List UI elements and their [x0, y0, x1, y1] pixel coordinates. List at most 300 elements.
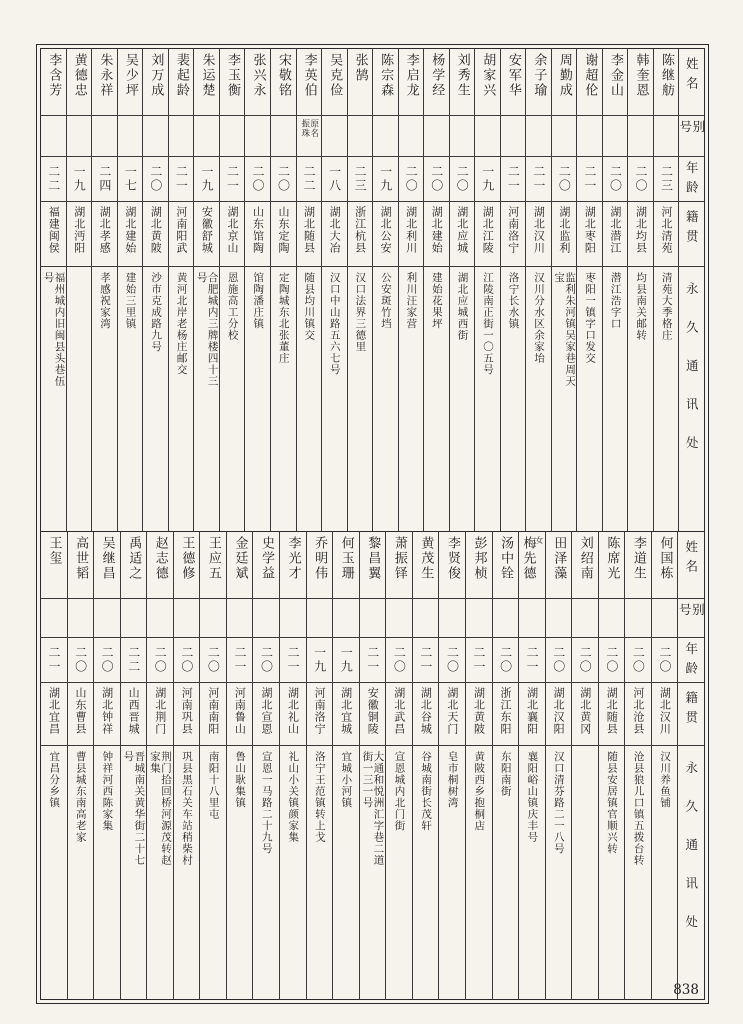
address-cell	[194, 267, 219, 531]
person-age: 二〇	[179, 646, 194, 674]
person-age: 二一	[525, 646, 540, 674]
name-cell	[174, 532, 200, 599]
alias-cell	[577, 116, 602, 157]
person-native-place: 湖北孝感	[98, 206, 112, 254]
native-place-cell	[92, 202, 117, 267]
native-place-cell	[475, 202, 500, 267]
alias-cell	[546, 599, 572, 638]
entry-column	[146, 532, 173, 999]
native-place-cell	[143, 202, 168, 267]
person-name: 韩奎恩	[633, 53, 649, 98]
person-name: 赵志德	[152, 536, 168, 581]
person-address: 汉口法界三德里	[354, 272, 367, 353]
header-native-label: 籍贯	[683, 691, 699, 730]
entry-column	[438, 532, 465, 999]
person-name: 胡家兴	[480, 53, 496, 98]
name-cell	[271, 49, 296, 116]
address-cell	[466, 746, 492, 999]
name-cell	[147, 532, 173, 599]
person-age: 二〇	[604, 646, 619, 674]
age-cell	[92, 157, 117, 202]
address-cell	[654, 267, 679, 531]
alias-cell	[41, 599, 67, 638]
alias-cell	[118, 116, 143, 157]
native-place-cell	[94, 683, 120, 746]
age-cell	[245, 157, 270, 202]
person-native-place: 湖北黄陂	[472, 687, 486, 735]
alias-cell	[519, 599, 545, 638]
native-place-cell	[280, 683, 306, 746]
person-age: 二〇	[429, 165, 444, 193]
person-address: 洛宁王范镇转上戈	[313, 751, 326, 843]
header-column	[678, 49, 704, 531]
address-cell	[147, 746, 173, 999]
name-cell	[546, 532, 572, 599]
entry-column	[412, 532, 439, 999]
native-place-cell	[118, 202, 143, 267]
alias-cell	[68, 599, 94, 638]
person-native-place: 湖北谷城	[419, 687, 433, 735]
address-cell	[373, 267, 398, 531]
person-address: 晋城南关黄华街二十七号	[122, 751, 146, 866]
entry-column	[624, 532, 651, 999]
address-cell	[307, 746, 333, 999]
header-address-cell	[678, 746, 704, 999]
name-cell	[654, 49, 679, 116]
person-age: 二〇	[445, 646, 460, 674]
name-cell	[599, 532, 625, 599]
native-place-cell	[424, 202, 449, 267]
name-cell	[424, 49, 449, 116]
person-native-place: 河南阳武	[174, 206, 188, 254]
address-cell	[68, 746, 94, 999]
name-cell	[297, 49, 322, 116]
age-cell	[147, 638, 173, 683]
person-age: 一八	[327, 165, 342, 193]
age-cell	[333, 638, 359, 683]
alias-cell	[625, 599, 651, 638]
age-cell	[501, 157, 526, 202]
header-age-label: 年龄	[683, 642, 699, 681]
person-address: 黄陂西乡抱桐店	[473, 751, 486, 832]
person-name: 史学益	[259, 536, 275, 581]
person-age: 一九	[378, 165, 393, 193]
person-name: 陈继舫	[659, 53, 675, 98]
name-cell	[348, 49, 373, 116]
name-cell	[413, 532, 439, 599]
person-age: 二〇	[251, 165, 265, 193]
native-place-cell	[245, 202, 270, 267]
alias-cell	[280, 599, 306, 638]
entry-column	[518, 532, 545, 999]
native-place-cell	[493, 683, 519, 746]
entry-column	[545, 532, 572, 999]
person-name: 吴继昌	[99, 536, 115, 581]
name-cell	[519, 532, 545, 599]
person-address: 公安斑竹垱	[379, 272, 392, 330]
entry-column	[651, 532, 678, 999]
person-native-place: 河南洛宁	[313, 687, 327, 735]
directory-section-top	[41, 49, 704, 531]
age-cell	[526, 157, 551, 202]
name-cell	[360, 532, 386, 599]
native-place-cell	[147, 683, 173, 746]
entry-column	[93, 532, 120, 999]
person-age: 二一	[472, 646, 487, 674]
header-alias-label: 别号	[677, 603, 706, 623]
person-name: 乔明伟	[312, 536, 328, 581]
alias-cell	[628, 116, 653, 157]
age-cell	[546, 638, 572, 683]
native-place-cell	[194, 202, 219, 267]
person-native-place: 安徽舒城	[200, 206, 214, 254]
person-age: 二二	[46, 165, 61, 193]
person-name: 黄德忠	[71, 53, 87, 98]
name-cell	[194, 49, 219, 116]
address-cell	[41, 746, 67, 999]
person-age: 二一	[47, 646, 62, 674]
native-place-cell	[174, 683, 200, 746]
native-place-cell	[399, 202, 424, 267]
person-address: 黄河北岸老杨庄邮交	[175, 272, 188, 376]
name-cell	[92, 49, 117, 116]
entry-column	[41, 532, 67, 999]
alias-cell	[200, 599, 226, 638]
person-age: 一九	[480, 165, 495, 193]
name-cell	[333, 532, 359, 599]
person-age: 二一	[582, 165, 597, 193]
address-cell	[450, 267, 475, 531]
person-age: 一七	[123, 165, 138, 193]
person-age: 二三	[353, 165, 368, 193]
alias-cell	[413, 599, 439, 638]
person-name: 王应五	[205, 536, 221, 581]
native-place-cell	[577, 202, 602, 267]
person-native-place: 湖北礼山	[286, 687, 300, 735]
name-cell	[526, 49, 551, 116]
address-cell	[169, 267, 194, 531]
entry-column	[168, 49, 194, 531]
person-age: 二〇	[498, 646, 513, 674]
person-age: 二〇	[578, 646, 593, 674]
person-name: 黄茂生	[418, 536, 434, 581]
person-address: 潜江浩字口	[609, 272, 622, 330]
person-address: 荆门拾回桥河源茂转赵家集	[148, 751, 172, 866]
person-address: 皂市桐树湾	[446, 751, 459, 809]
person-native-place: 湖北公安	[379, 206, 393, 254]
person-age: 二一	[225, 165, 240, 193]
entry-column	[120, 532, 147, 999]
person-name: 何玉珊	[338, 536, 354, 581]
alias-cell	[552, 116, 577, 157]
person-age: 二一	[418, 646, 433, 674]
address-cell	[386, 746, 412, 999]
address-cell	[94, 746, 120, 999]
person-native-place: 浙江杭县	[353, 206, 367, 254]
name-cell	[245, 49, 270, 116]
address-cell	[200, 746, 226, 999]
person-address: 汉川分水区余家坮	[533, 272, 546, 364]
person-age: 二四	[97, 165, 112, 193]
person-age: 一九	[339, 646, 354, 674]
person-name: 李道生	[630, 536, 646, 581]
person-address: 合肥城内三牌楼四十三号	[195, 272, 219, 387]
header-age-cell	[679, 157, 704, 202]
name-cell	[41, 532, 67, 599]
age-cell	[41, 638, 67, 683]
header-column	[677, 532, 704, 999]
header-alias-label: 别号	[677, 120, 706, 140]
age-cell	[174, 638, 200, 683]
person-address: 谷城南街长茂轩	[420, 751, 433, 832]
entry-column	[598, 532, 625, 999]
header-name-cell	[679, 49, 704, 116]
alias-cell	[652, 599, 678, 638]
name-cell	[118, 49, 143, 116]
person-native-place: 河南南阳	[206, 687, 220, 735]
native-place-cell	[439, 683, 465, 746]
person-address: 清苑大季格庄	[660, 272, 673, 341]
person-native-place: 湖北应城	[455, 206, 469, 254]
person-name: 田泽藻	[551, 536, 567, 581]
alias-cell	[493, 599, 519, 638]
person-age: 二〇	[404, 165, 419, 193]
alias-cell	[194, 116, 219, 157]
header-name-label: 姓名	[683, 540, 699, 579]
entry-column	[66, 49, 92, 531]
person-native-place: 湖北京山	[225, 206, 239, 254]
address-cell	[519, 746, 545, 999]
address-cell	[625, 746, 651, 999]
alias-cell	[220, 116, 245, 157]
age-cell	[220, 157, 245, 202]
name-cell	[466, 532, 492, 599]
person-native-place: 湖北汉川	[658, 687, 672, 735]
entry-column	[492, 532, 519, 999]
person-name: 安军华	[505, 53, 521, 98]
person-native-place: 湖北建始	[430, 206, 444, 254]
person-name: 李金山	[607, 53, 623, 98]
entry-column	[359, 532, 386, 999]
person-age: 二〇	[557, 165, 572, 193]
person-name: 杨学经	[429, 53, 445, 98]
native-place-cell	[625, 683, 651, 746]
person-native-place: 湖北汉阳	[552, 687, 566, 735]
address-cell	[280, 746, 306, 999]
address-cell	[174, 746, 200, 999]
person-native-place: 湖北大冶	[328, 206, 342, 254]
person-address: 宣恩城内北门街	[393, 751, 406, 832]
address-cell	[67, 267, 92, 531]
person-address: 江陵南正街一〇五号	[481, 272, 494, 376]
alias-cell	[94, 599, 120, 638]
person-name: 李含芳	[46, 53, 62, 98]
age-cell	[603, 157, 628, 202]
entry-column	[385, 532, 412, 999]
age-cell	[307, 638, 333, 683]
age-cell	[227, 638, 253, 683]
alias-cell	[399, 116, 424, 157]
age-cell	[253, 638, 279, 683]
header-alias-cell	[679, 116, 704, 157]
address-cell	[121, 746, 147, 999]
name-cell	[572, 532, 598, 599]
person-age: 二〇	[455, 165, 470, 193]
header-name-cell	[678, 532, 704, 599]
address-cell	[271, 267, 296, 531]
person-name: 朱运楚	[199, 53, 215, 98]
name-cell	[94, 532, 120, 599]
name-cell	[307, 532, 333, 599]
age-cell	[280, 638, 306, 683]
age-cell	[424, 157, 449, 202]
person-address: 鲁山耿集镇	[234, 751, 247, 809]
address-cell	[333, 746, 359, 999]
person-address: 恩施高工分校	[226, 272, 239, 341]
person-age: 二〇	[633, 165, 648, 193]
native-place-cell	[253, 683, 279, 746]
person-native-place: 湖北随县	[302, 206, 316, 254]
native-place-cell	[373, 202, 398, 267]
alias-cell	[360, 599, 386, 638]
address-cell	[41, 267, 66, 531]
native-place-cell	[572, 683, 598, 746]
address-cell	[245, 267, 270, 531]
entry-column	[423, 49, 449, 531]
person-name: 彭邦桢	[471, 536, 487, 581]
name-cell	[322, 49, 347, 116]
person-native-place: 河北清苑	[659, 206, 673, 254]
person-alias: 原名振珠	[299, 119, 319, 138]
person-address: 汉口清芬路二一八号	[552, 751, 565, 855]
entry-column	[525, 49, 551, 531]
entry-column	[270, 49, 296, 531]
native-place-cell	[466, 683, 492, 746]
person-native-place: 河南巩县	[180, 687, 194, 735]
alias-cell	[439, 599, 465, 638]
address-cell	[577, 267, 602, 531]
person-name: 李启龙	[403, 53, 419, 98]
native-place-cell	[413, 683, 439, 746]
person-age: 二一	[286, 646, 301, 674]
alias-cell	[121, 599, 147, 638]
person-age: 二一	[174, 165, 189, 193]
alias-cell	[386, 599, 412, 638]
address-cell	[322, 267, 347, 531]
native-place-cell	[169, 202, 194, 267]
address-cell	[439, 746, 465, 999]
address-cell	[599, 746, 625, 999]
name-cell	[68, 532, 94, 599]
alias-cell	[572, 599, 598, 638]
alias-cell	[245, 116, 270, 157]
person-address: 孝感祝家湾	[99, 272, 112, 330]
address-cell	[297, 267, 322, 531]
person-age: 二三	[659, 165, 674, 193]
person-address: 襄阳峪山镇庆丰号	[526, 751, 539, 843]
age-cell	[297, 157, 322, 202]
address-cell	[399, 267, 424, 531]
alias-cell	[599, 599, 625, 638]
header-alias-cell	[678, 599, 704, 638]
name-cell	[501, 49, 526, 116]
person-name: 陈宗森	[378, 53, 394, 98]
entry-column	[465, 532, 492, 999]
person-age: 二〇	[148, 165, 163, 193]
alias-cell	[227, 599, 253, 638]
age-cell	[625, 638, 651, 683]
age-cell	[200, 638, 226, 683]
person-name: 刘万成	[148, 53, 164, 98]
person-address: 利川汪家营	[405, 272, 418, 330]
header-native-label: 籍贯	[684, 210, 700, 249]
person-native-place: 湖北宜昌	[47, 687, 61, 735]
alias-cell	[253, 599, 279, 638]
age-cell	[94, 638, 120, 683]
person-age: 一九	[72, 165, 87, 193]
person-address: 大通和悦洲汇字巷二道街一三一号	[361, 751, 385, 866]
entry-column	[321, 49, 347, 531]
native-place-cell	[546, 683, 572, 746]
age-cell	[143, 157, 168, 202]
person-address: 汉川养鱼铺	[659, 751, 672, 809]
age-cell	[572, 638, 598, 683]
person-age: 二一	[506, 165, 521, 193]
entry-column	[576, 49, 602, 531]
entry-column	[474, 49, 500, 531]
entry-column	[279, 532, 306, 999]
person-age: 二〇	[73, 646, 88, 674]
person-age: 二〇	[608, 165, 623, 193]
entry-column	[627, 49, 653, 531]
entry-column	[398, 49, 424, 531]
age-cell	[628, 157, 653, 202]
person-age: 二〇	[392, 646, 407, 674]
person-native-place: 福建闽侯	[47, 206, 61, 254]
person-native-place: 山西晋城	[127, 687, 141, 735]
alias-cell	[333, 599, 359, 638]
person-name: 禹适之	[126, 536, 142, 581]
address-cell	[546, 746, 572, 999]
person-address: 枣阳一镇字口发交	[584, 272, 597, 364]
age-cell	[322, 157, 347, 202]
age-cell	[194, 157, 219, 202]
address-cell	[475, 267, 500, 531]
entry-column	[41, 49, 66, 531]
name-cell	[628, 49, 653, 116]
person-name: 刘秀生	[454, 53, 470, 98]
person-address: 礼山小关镇颜家集	[287, 751, 300, 843]
person-address: 馆陶潘庄镇	[252, 272, 265, 330]
name-cell	[603, 49, 628, 116]
age-cell	[450, 157, 475, 202]
name-cell	[220, 49, 245, 116]
person-name: 李光才	[285, 536, 301, 581]
name-cell	[439, 532, 465, 599]
age-cell	[652, 638, 678, 683]
alias-cell	[92, 116, 117, 157]
person-native-place: 安徽铜陵	[366, 687, 380, 735]
person-name: 张鹄	[352, 53, 368, 83]
native-place-cell	[41, 683, 67, 746]
person-name: 梅先德	[520, 536, 536, 581]
native-place-cell	[501, 202, 526, 267]
native-place-cell	[552, 202, 577, 267]
directory-section-bottom	[41, 531, 704, 999]
person-address: 南阳十八里屯	[207, 751, 220, 820]
address-cell	[652, 746, 678, 999]
address-cell	[572, 746, 598, 999]
